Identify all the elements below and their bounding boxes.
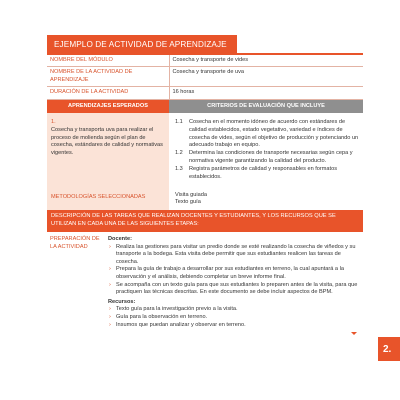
field-row-actividad (47, 67, 363, 87)
docente-item (108, 244, 359, 267)
docente-title: Docente: (108, 236, 132, 243)
recurso-item (108, 322, 359, 330)
recurso-item-text: Guía para la observación en terreno. (116, 314, 208, 321)
criterio-number: 1.2 (175, 150, 183, 157)
arrow-bullet-icon: › (109, 281, 111, 288)
continue-triangle-icon (351, 332, 357, 335)
arrow-bullet-icon: › (109, 314, 111, 321)
learning-header-row (47, 100, 363, 114)
recurso-item (108, 306, 359, 314)
aprendizajes-header: APRENDIZAJES ESPERADOS (47, 100, 169, 114)
criterio-item (175, 150, 359, 165)
aprendizaje-number: 1. (51, 119, 56, 126)
metodologias-cell (169, 188, 363, 210)
arrow-bullet-icon: › (109, 306, 111, 313)
preparation-row (47, 232, 363, 337)
field-value: Cosecha y transporte de uva (169, 67, 363, 87)
criterios-cell (169, 113, 363, 187)
recursos-title: Recursos: (108, 298, 136, 305)
field-row-duracion (47, 87, 363, 100)
preparacion-label: PREPARACIÓN DE LA ACTIVIDAD (50, 236, 100, 250)
arrow-bullet-icon: › (109, 243, 111, 250)
learning-table (47, 100, 363, 210)
docente-item-text: Prepara la guía de trabajo a desarrollar por sus estudiantes en terreno, la cual apuntará a la observación y el análisis, debiendo completar un breve informe final. (116, 266, 344, 281)
page-title: EJEMPLO DE ACTIVIDAD DE APRENDIZAJE (47, 35, 237, 53)
criterio-number: 1.3 (175, 166, 183, 173)
criterio-text: Cosecha en el momento idóneo de acuerdo con estándares de calidad establecidos, estado vegetativo, variedad e índices de cosecha de vides, según el objetivo de producción y potenciando un adecuado trabajo en equipo. (189, 119, 359, 149)
field-label: DURACIÓN DE LA ACTIVIDAD (47, 87, 169, 100)
field-label: NOMBRE DEL MÓDULO (47, 55, 169, 67)
recurso-item (108, 314, 359, 322)
metodologia-item: Texto guía (175, 199, 201, 206)
arrow-bullet-icon: › (109, 321, 111, 328)
aprendizaje-text: Cosecha y transporta uva para realizar el proceso de molienda según el plan de cosecha, estándares de calidad y normativas vigentes. (51, 127, 163, 156)
recurso-item-text: Insumos que puedan analizar y observar en terreno. (116, 321, 246, 328)
docente-item-text: Realiza las gestiones para visitar un predio donde se esté realizando la cosecha de viñedos y su transporte a la bodega. Esta visita debe permitir que sus estudiantes realicen las tareas de cosecha. (116, 243, 356, 265)
field-value: Cosecha y transporte de vides (169, 55, 363, 67)
field-label: NOMBRE DE LA ACTIVIDAD DE APRENDIZAJE (47, 67, 169, 87)
criterio-text: Determina las condiciones de transporte necesarias según cepa y normativa vigente garantizando la calidad del producto. (189, 150, 353, 164)
page-number-tab (378, 337, 400, 361)
metodologia-item: Visita guiada (175, 191, 207, 198)
criterio-item (175, 166, 359, 181)
criterio-text: Registra parámetros de calidad y responsables en formatos establecidos. (189, 166, 337, 180)
docente-item (108, 266, 359, 281)
tasks-description-band: DESCRIPCIÓN DE LAS TAREAS QUE REALIZAN DOCENTES Y ESTUDIANTES, Y LOS RECURSOS QUE SE UTILIZAN EN CADA UNA DE LAS SIGUIENTES ETAPAS: (47, 210, 363, 232)
criterio-number: 1.1 (175, 119, 183, 126)
criterios-list (175, 119, 359, 181)
page-number: 2. (383, 343, 392, 355)
preparation-table (47, 232, 363, 337)
docente-list (108, 244, 359, 297)
metodologias-label: METODOLOGÍAS SELECCIONADAS (47, 188, 169, 210)
criterio-item (175, 119, 359, 149)
learning-content-row (47, 113, 363, 187)
preparacion-content (105, 232, 363, 337)
docente-item (108, 282, 359, 297)
recursos-list (108, 306, 359, 329)
metodologias-row (47, 188, 363, 210)
aprendizaje-cell (47, 113, 169, 187)
field-row-modulo (47, 55, 363, 67)
arrow-bullet-icon: › (109, 266, 111, 273)
docente-item-text: Se acompaña con un texto guía para que sus estudiantes lo preparen antes de la visita, para que practiquen las técnicas descritas. En este documento se debe incluir aspectos de BPM. (116, 281, 358, 296)
activity-document (47, 34, 363, 337)
recurso-item-text: Texto guía para la investigación previo a la visita. (116, 306, 238, 313)
criterios-header: CRITERIOS DE EVALUACIÓN QUE INCLUYE (169, 100, 363, 114)
field-value: 16 horas (169, 87, 363, 100)
activity-fields-table (47, 55, 363, 100)
